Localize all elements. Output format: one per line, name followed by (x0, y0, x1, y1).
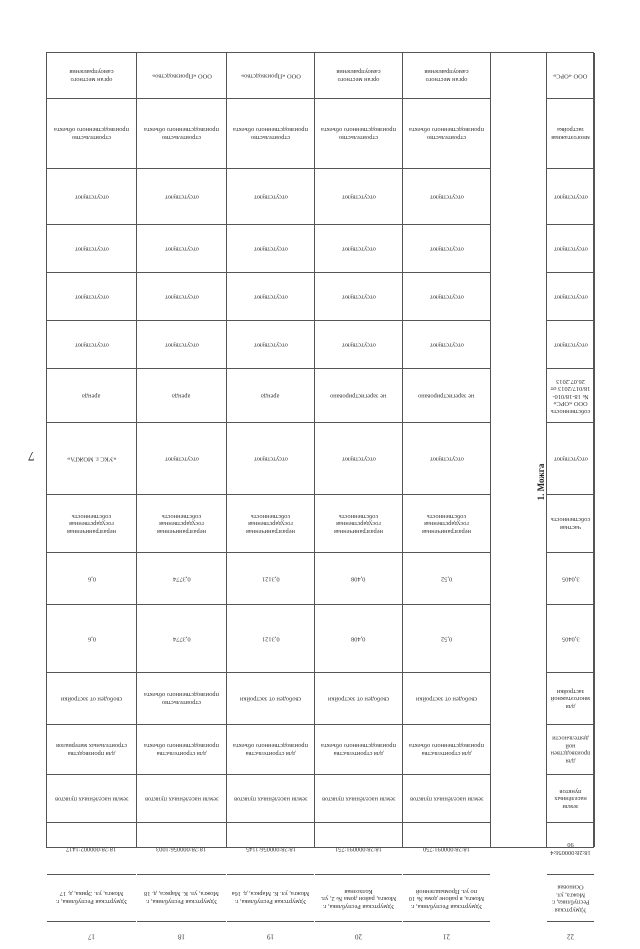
cell-text: неразграниченная государственная собственность (334, 512, 383, 535)
cell-text: земли населённых пунктов (554, 787, 587, 810)
table-column (227, 53, 315, 941)
cell-text: 0,6 (87, 575, 96, 583)
table-cell (315, 423, 402, 495)
cell-text: отсутствуют (164, 245, 199, 253)
table-cell (227, 775, 314, 823)
cell-text: орган местного самоуправления (336, 68, 381, 84)
cell-text: многоэтажная застройка (551, 126, 590, 142)
cell-text: 18:28:000091:751 (335, 845, 382, 853)
cell-text: отсутствуют (429, 293, 464, 301)
row-number: 18 (178, 932, 185, 941)
table-cell (547, 273, 594, 321)
table-cell (403, 321, 490, 369)
table-cell (547, 369, 594, 423)
table-cell (315, 169, 402, 225)
table-cell (227, 169, 314, 225)
table-cell (227, 605, 314, 673)
cell-text: 0,3121 (261, 635, 280, 643)
cell-text: отсутствуют (553, 293, 588, 301)
cell-text: земли населённых пунктов (409, 795, 484, 803)
row-number: 21 (443, 932, 450, 941)
cell-text: земли населённых пунктов (144, 795, 219, 803)
table-cell (403, 673, 490, 725)
section-label: 1. Можга (536, 463, 546, 501)
row-number-cell (137, 922, 226, 949)
cell-text: отсутствуют (74, 245, 109, 253)
cell-text: отсутствуют (164, 341, 199, 349)
cell-text: отсутствуют (164, 193, 199, 201)
cell-text: не зарегистрировано (418, 392, 475, 400)
table-cell (403, 875, 490, 922)
cell-text: отсутствуют (341, 455, 376, 463)
cell-text: строительство производственного объекта (54, 126, 129, 142)
cell-text: ООО «ОРС» (553, 72, 588, 80)
cell-text: частная собственность (550, 516, 591, 532)
table-cell (547, 225, 594, 273)
cell-text: для производства строительных материалов (56, 742, 127, 758)
cell-text: свободен от застройки (415, 695, 478, 703)
cell-text: неразграниченная государственная собственность (246, 512, 295, 535)
table-cell (137, 169, 226, 225)
table-cell (137, 495, 226, 553)
table-cell (403, 225, 490, 273)
cell-text: отсутствуют (553, 193, 588, 201)
row-number: 20 (355, 932, 362, 941)
table-cell (547, 725, 594, 775)
table-cell (315, 53, 402, 99)
table-cell (47, 495, 136, 553)
table-cell (47, 225, 136, 273)
cell-text: 3,0405 (561, 635, 580, 643)
row-number-cell (315, 922, 402, 949)
table-cell (227, 225, 314, 273)
table-cell (137, 553, 226, 605)
cell-text: 3,0405 (561, 575, 580, 583)
cell-text: аренда (261, 392, 280, 400)
row-number-cell (547, 922, 594, 949)
cell-text: 0,408 (351, 635, 366, 643)
table-column (315, 53, 403, 941)
cell-text: для строительства производственного объекта (409, 742, 484, 758)
row-number: 17 (88, 932, 95, 941)
table-cell (137, 99, 226, 169)
cell-text: строительство производственного объекта (144, 691, 219, 707)
cell-text: 18:28:000056:1003 (156, 845, 207, 853)
table-cell (403, 99, 490, 169)
cell-text: отсутствуют (341, 293, 376, 301)
cell-text: неразграниченная государственная собственность (67, 512, 116, 535)
cell-text: земли населённых пунктов (54, 795, 129, 803)
table-cell (227, 99, 314, 169)
cell-text: «УКС г. МОЖГА» (66, 455, 117, 463)
table-cell (403, 725, 490, 775)
table-cell (137, 53, 226, 99)
cell-text: не зарегистрировано (330, 392, 387, 400)
cell-text: Удмуртская Республика, г. Можга, ул. Осиновая (551, 883, 590, 914)
cell-text: для строительства производственного объекта (321, 742, 396, 758)
table-cell (547, 605, 594, 673)
cell-text: орган местного самоуправления (424, 68, 469, 84)
table-cell (403, 423, 490, 495)
cell-text: отсутствуют (553, 341, 588, 349)
cell-text: отсутствуют (429, 193, 464, 201)
cell-text: Удмуртская Республика, г. Можга, район дома № 2, ул. Колхозная (320, 887, 397, 910)
table-column (47, 53, 137, 941)
table-cell (403, 553, 490, 605)
cell-text: отсутствуют (341, 341, 376, 349)
cell-text: для многоэтажной застройки (550, 687, 591, 710)
cell-text: отсутствуют (553, 245, 588, 253)
cell-text: Удмуртская Республика, г. Можга, ул. К. Маркса, д. 18 (144, 891, 219, 906)
table-cell (227, 725, 314, 775)
cell-text: 0,3774 (172, 635, 191, 643)
table-cell (547, 99, 594, 169)
cell-text: 18:28:000056:1145 (245, 845, 296, 853)
cell-text: собственность ООО «ОРС» № 18-18/010-18/017/2013 от 26.07.2013 (550, 377, 591, 415)
table-cell (227, 673, 314, 725)
table-cell (137, 369, 226, 423)
row-number: 22 (567, 932, 574, 941)
table-cell (315, 99, 402, 169)
table-cell (403, 169, 490, 225)
table-cell (137, 673, 226, 725)
table-cell (137, 321, 226, 369)
table-cell (403, 273, 490, 321)
table-cell (547, 321, 594, 369)
table-cell (403, 823, 490, 875)
table-cell (47, 423, 136, 495)
cell-text: Удмуртская Республика, г. Можга, в районе дома № 10 по ул. Промышленной (408, 887, 485, 910)
cell-text: 0,52 (440, 575, 453, 583)
table-cell (315, 553, 402, 605)
cell-text: ООО «Производство» (151, 72, 212, 80)
table-cell (47, 605, 136, 673)
cell-text: строительство производственного объекта (144, 126, 219, 142)
table-cell (227, 53, 314, 99)
cell-text: свободен от застройки (60, 695, 123, 703)
table-cell (47, 99, 136, 169)
cell-text: свободен от застройки (239, 695, 302, 703)
table-cell (315, 273, 402, 321)
table-cell (547, 169, 594, 225)
table-cell (227, 273, 314, 321)
page-number: 7 (28, 449, 35, 464)
cell-text: 0,3774 (172, 575, 191, 583)
cell-text: отсутствуют (164, 455, 199, 463)
table-cell (547, 775, 594, 823)
table-cell (227, 553, 314, 605)
table-cell (403, 495, 490, 553)
table-cell (403, 605, 490, 673)
cell-text: отсутствуют (164, 293, 199, 301)
table-cell (547, 673, 594, 725)
cell-text: неразграниченная государственная собственность (157, 512, 206, 535)
row-number-cell (403, 922, 490, 949)
cell-text: неразграниченная государственная собственность (422, 512, 471, 535)
row-number-cell (227, 922, 314, 949)
table-column (403, 53, 491, 941)
table-cell (137, 273, 226, 321)
table-cell (227, 321, 314, 369)
cell-text: аренда (172, 392, 191, 400)
cell-text: Удмуртская Республика, г. Можга, ул. К. Маркса, д. 16а (231, 891, 310, 906)
cell-text: Удмуртская Республика, г. Можга, ул. Эрика, д. 17 (55, 891, 128, 906)
table-cell (47, 321, 136, 369)
cell-text: отсутствуют (74, 193, 109, 201)
table-cell (137, 875, 226, 922)
cell-text: для строительства производственного объекта (144, 742, 219, 758)
cell-text: отсутствуют (341, 193, 376, 201)
table-cell (547, 823, 594, 875)
table-cell (47, 369, 136, 423)
table-cell (315, 369, 402, 423)
table-cell (403, 775, 490, 823)
cell-text: отсутствуют (429, 245, 464, 253)
table-cell (137, 423, 226, 495)
cell-text: строительство производственного объекта (409, 126, 484, 142)
cell-text: отсутствуют (553, 455, 588, 463)
table-cell (547, 423, 594, 495)
table-cell (403, 53, 490, 99)
cell-text: отсутствуют (74, 341, 109, 349)
cell-text: 18:28:000091:750 (423, 845, 470, 853)
table-column (137, 53, 227, 941)
cell-text: свободен от застройки (327, 695, 390, 703)
table-cell (47, 53, 136, 99)
cell-text: отсутствуют (341, 245, 376, 253)
table-cell (315, 225, 402, 273)
row-number-cell (47, 922, 136, 949)
table-cell (47, 169, 136, 225)
cell-text: 0,408 (351, 575, 366, 583)
table-cell (47, 875, 136, 922)
cell-text: земли населённых пунктов (233, 795, 308, 803)
table-cell (315, 495, 402, 553)
table-cell (137, 823, 226, 875)
cell-text: 18:28:000056:490 (550, 841, 591, 857)
table-cell (47, 673, 136, 725)
cell-text: отсутствуют (429, 341, 464, 349)
cell-text: 0,3121 (261, 575, 280, 583)
cell-text: ООО «Производство» (240, 72, 301, 80)
table-cell (547, 875, 594, 922)
cell-text: строительство производственного объекта (233, 126, 308, 142)
table-cell (227, 823, 314, 875)
table-cell (47, 553, 136, 605)
cell-text: 0,6 (87, 635, 96, 643)
table-column (547, 53, 595, 941)
table-cell (403, 369, 490, 423)
section-divider (535, 53, 547, 847)
table-cell (47, 725, 136, 775)
table-cell (315, 321, 402, 369)
table-cell (47, 273, 136, 321)
table-cell (137, 225, 226, 273)
cell-text: отсутствуют (74, 293, 109, 301)
cell-text: отсутствуют (253, 245, 288, 253)
table-cell (315, 775, 402, 823)
table-cell (227, 875, 314, 922)
table-cell (227, 369, 314, 423)
table-cell (547, 53, 594, 99)
cell-text: для строительства производственного объекта (233, 742, 308, 758)
table-cell (315, 673, 402, 725)
table-cell (547, 495, 594, 553)
cell-text: отсутствуют (253, 193, 288, 201)
cell-text: земли населённых пунктов (321, 795, 396, 803)
table-cell (137, 605, 226, 673)
cell-text: строительство производственного объекта (321, 126, 396, 142)
table-cell (47, 775, 136, 823)
table-cell (547, 553, 594, 605)
cell-text: для производственной деятельности (550, 734, 591, 765)
table-cell (137, 725, 226, 775)
cell-text: 0,52 (440, 635, 453, 643)
cell-text: 18:28:000002:1417 (66, 845, 117, 853)
row-number: 19 (267, 932, 274, 941)
cell-text: отсутствуют (253, 293, 288, 301)
table-cell (315, 605, 402, 673)
table-cell (315, 725, 402, 775)
cell-text: отсутствуют (253, 455, 288, 463)
cell-text: орган местного самоуправления (69, 68, 114, 84)
table-cell (227, 495, 314, 553)
cell-text: отсутствуют (253, 341, 288, 349)
cell-text: отсутствуют (429, 455, 464, 463)
table-cell (227, 423, 314, 495)
table-cell (315, 823, 402, 875)
table-cell (47, 823, 136, 875)
land-plots-table (46, 52, 594, 941)
table-cell (315, 875, 402, 922)
cell-text: аренда (82, 392, 101, 400)
table-cell (137, 775, 226, 823)
